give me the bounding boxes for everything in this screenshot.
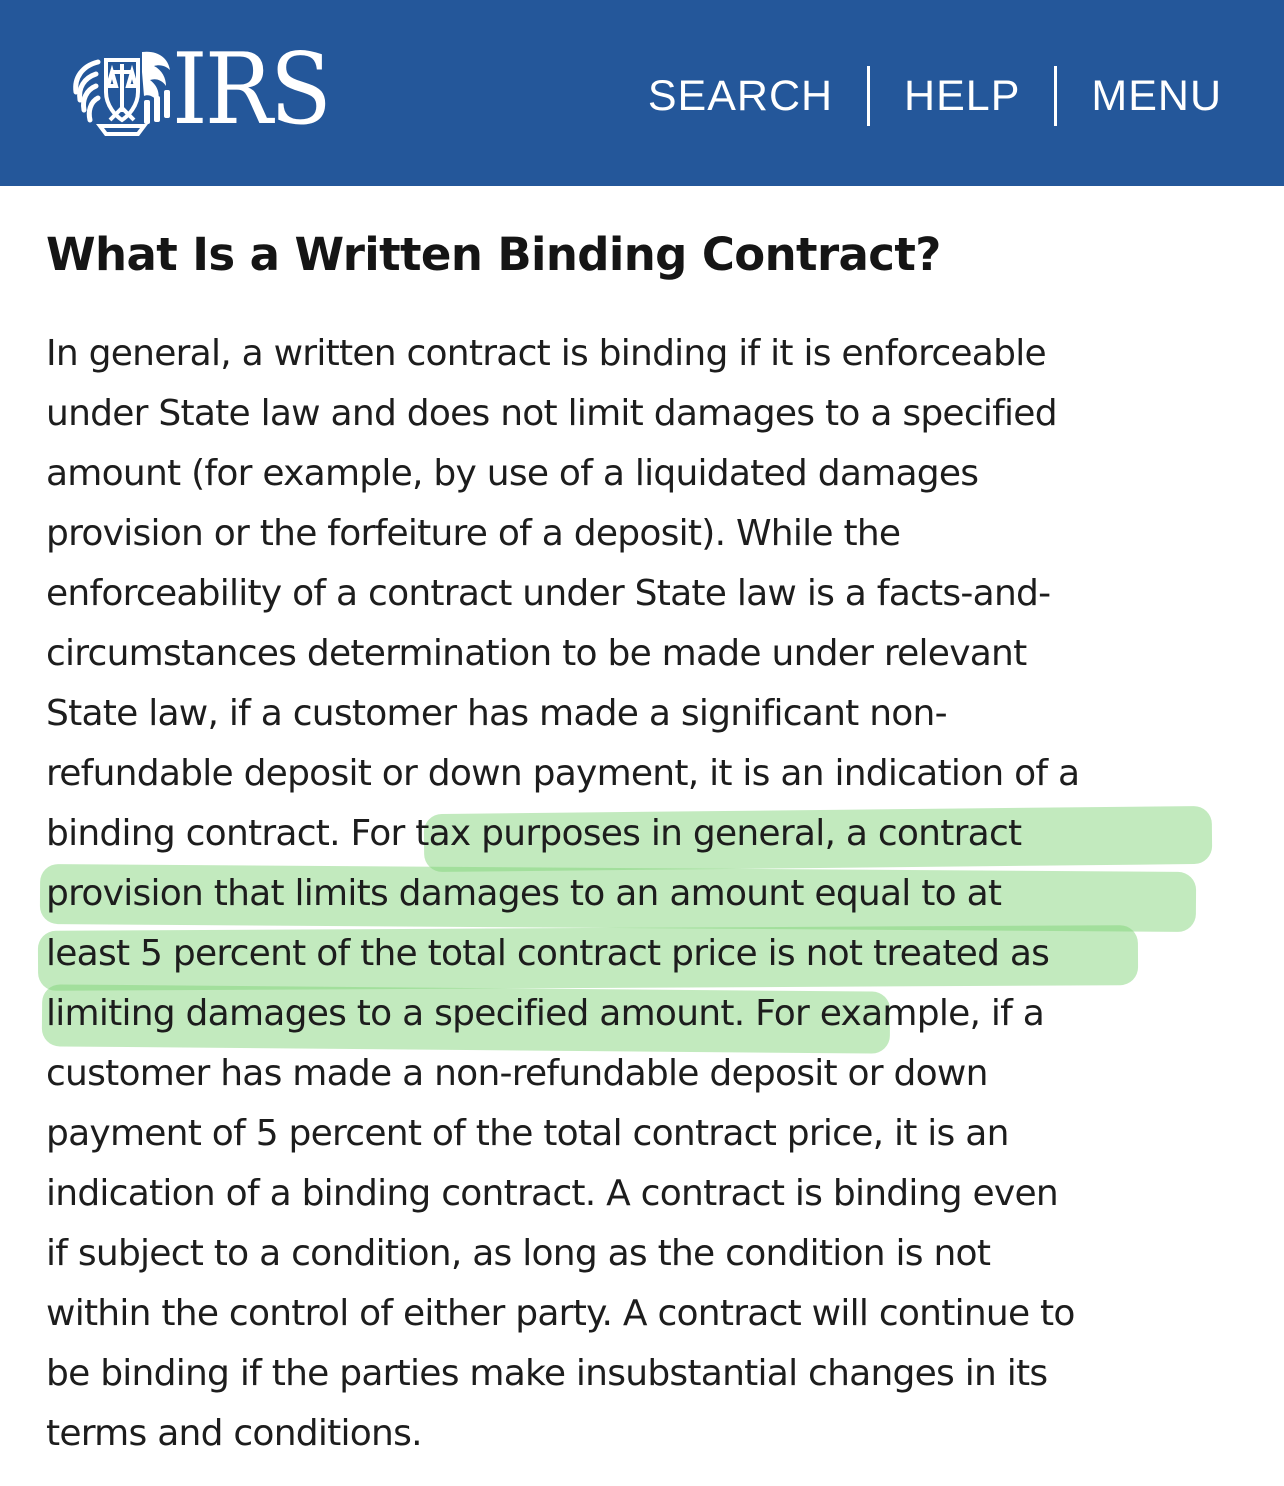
- article-body: [46, 324, 1256, 1464]
- body-line: In general, a written contract is binding if it is enforceable: [46, 333, 1046, 374]
- body-line: if subject to a condition, as long as the condition is not: [46, 1233, 991, 1274]
- irs-logo-link[interactable]: [68, 33, 343, 147]
- eagle-emblem-icon: [68, 42, 176, 138]
- body-line: State law, if a customer has made a significant non-: [46, 693, 947, 734]
- search-link[interactable]: SEARCH: [647, 72, 834, 120]
- body-line: circumstances determination to be made under relevant: [46, 633, 1027, 674]
- header-nav: [648, 66, 1222, 126]
- body-line: limiting damages to a specified amount. For example, if a: [46, 993, 1045, 1034]
- body-line: enforceability of a contract under State law is a facts-and-: [46, 573, 1051, 614]
- body-line: payment of 5 percent of the total contract price, it is an: [46, 1113, 1009, 1154]
- body-line: amount (for example, by use of a liquidated damages: [46, 453, 979, 494]
- body-line: under State law and does not limit damages to a specified: [46, 393, 1057, 434]
- nav-divider: [867, 66, 870, 126]
- body-line: provision that limits damages to an amount equal to at: [46, 873, 1002, 914]
- body-line: be binding if the parties make insubstantial changes in its: [46, 1353, 1048, 1394]
- body-line: terms and conditions.: [46, 1413, 422, 1454]
- page-title: What Is a Written Binding Contract?: [46, 228, 941, 281]
- menu-link[interactable]: MENU: [1091, 72, 1222, 120]
- body-line: binding contract. For tax purposes in general, a contract: [46, 813, 1022, 854]
- site-header: [0, 0, 1284, 186]
- body-line: customer has made a non-refundable deposit or down: [46, 1053, 988, 1094]
- body-line: within the control of either party. A contract will continue to: [46, 1293, 1075, 1334]
- body-line: indication of a binding contract. A contract is binding even: [46, 1173, 1058, 1214]
- irs-logo-text: IRS: [172, 33, 329, 147]
- body-line: least 5 percent of the total contract price is not treated as: [46, 933, 1050, 974]
- nav-divider: [1054, 66, 1057, 126]
- body-line: refundable deposit or down payment, it is an indication of a: [46, 753, 1080, 794]
- help-link[interactable]: HELP: [904, 72, 1021, 120]
- body-line: provision or the forfeiture of a deposit). While the: [46, 513, 901, 554]
